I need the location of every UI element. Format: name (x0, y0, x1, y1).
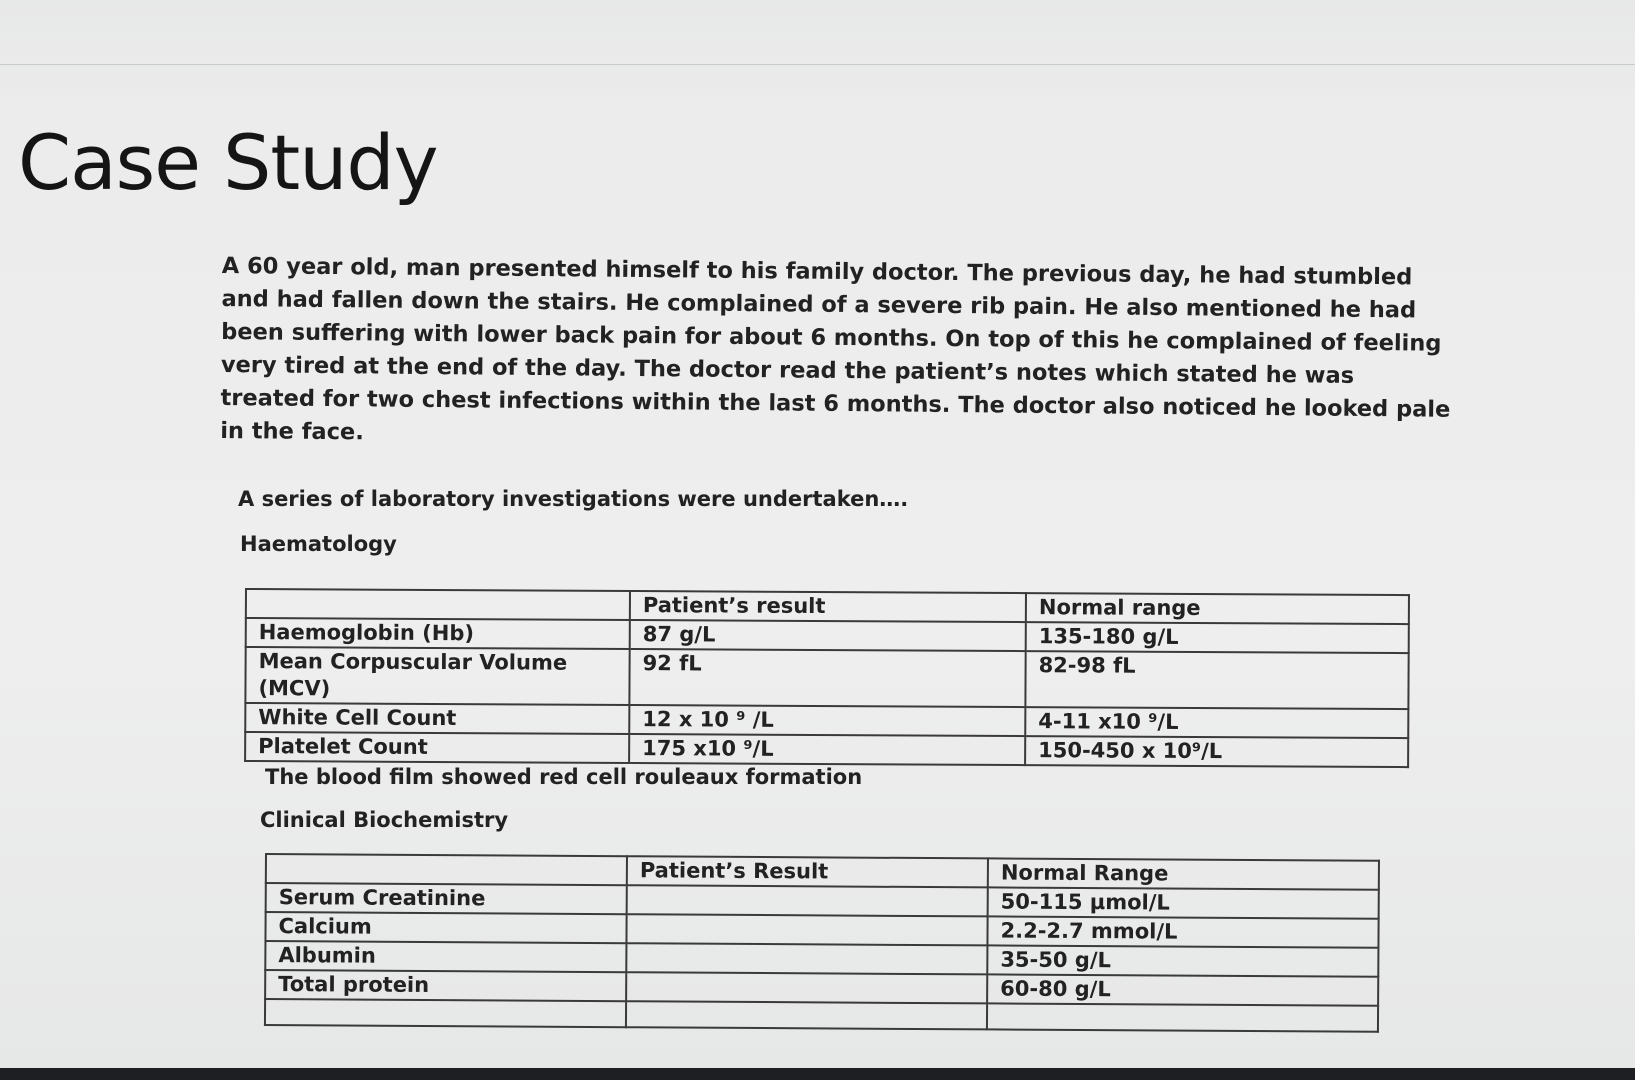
test-name-cell: Albumin (265, 941, 626, 972)
result-cell (627, 885, 988, 916)
haematology-heading: Haematology (240, 532, 397, 556)
table-row (265, 999, 1378, 1032)
range-cell: 150-450 x 10⁹/L (1025, 736, 1408, 767)
header-cell (246, 589, 630, 620)
case-description: A 60 year old, man presented himself to his family doctor. The previous day, he had stumbled and had fallen down the stairs. He complained of a severe rib pain. He also mentioned he had been suffering with lower back pain for about 6 months. On top of this he complained of feeling very tired at the end of the day. The doctor read the patient’s notes which stated he was treated for two chest infections within the last 6 months. The doctor also noticed he looked pale in the face. (220, 252, 1451, 446)
test-name-cell (265, 999, 626, 1027)
test-name-cell: Mean Corpuscular Volume (MCV) (245, 647, 629, 705)
biochemistry-heading: Clinical Biochemistry (260, 808, 509, 832)
range-cell: 35-50 g/L (987, 945, 1378, 976)
header-cell: Patient’s Result (627, 856, 988, 887)
bottom-band (0, 1068, 1635, 1080)
range-cell: 135-180 g/L (1026, 622, 1409, 653)
range-cell: 2.2-2.7 mmol/L (987, 916, 1378, 947)
test-name-cell: White Cell Count (245, 703, 629, 734)
test-name-cell: Platelet Count (245, 732, 629, 763)
blood-film-note: The blood film showed red cell rouleaux formation (265, 765, 863, 789)
slide-title: Case Study (18, 118, 438, 207)
table-row (245, 647, 1408, 709)
test-name-cell: Total protein (265, 970, 626, 1001)
result-cell (626, 914, 987, 945)
test-name-cell: Calcium (265, 912, 626, 943)
result-cell: 87 g/L (630, 620, 1026, 651)
header-cell: Normal range (1026, 593, 1409, 624)
range-cell (987, 1003, 1378, 1031)
test-name-cell: Serum Creatinine (266, 883, 627, 914)
top-band (0, 0, 1635, 65)
header-cell: Normal Range (988, 858, 1379, 889)
range-cell: 82-98 fL (1025, 651, 1408, 709)
table-row (245, 732, 1408, 767)
result-cell (626, 972, 987, 1003)
header-cell: Patient’s result (630, 591, 1026, 622)
range-cell: 4-11 x10 ⁹/L (1025, 707, 1408, 738)
result-cell (626, 943, 987, 974)
result-cell (626, 1001, 987, 1029)
range-cell: 50-115 μmol/L (988, 887, 1379, 918)
result-cell: 92 fL (629, 649, 1025, 707)
result-cell: 175 x10 ⁹/L (629, 734, 1025, 765)
result-cell: 12 x 10 ⁹ /L (629, 705, 1025, 736)
biochemistry-table (264, 853, 1380, 1033)
test-name-cell: Haemoglobin (Hb) (246, 618, 630, 649)
range-cell: 60-80 g/L (987, 974, 1378, 1005)
haematology-table (244, 588, 1410, 768)
investigations-lead: A series of laboratory investigations were undertaken…. (238, 487, 909, 511)
header-cell (266, 854, 627, 885)
